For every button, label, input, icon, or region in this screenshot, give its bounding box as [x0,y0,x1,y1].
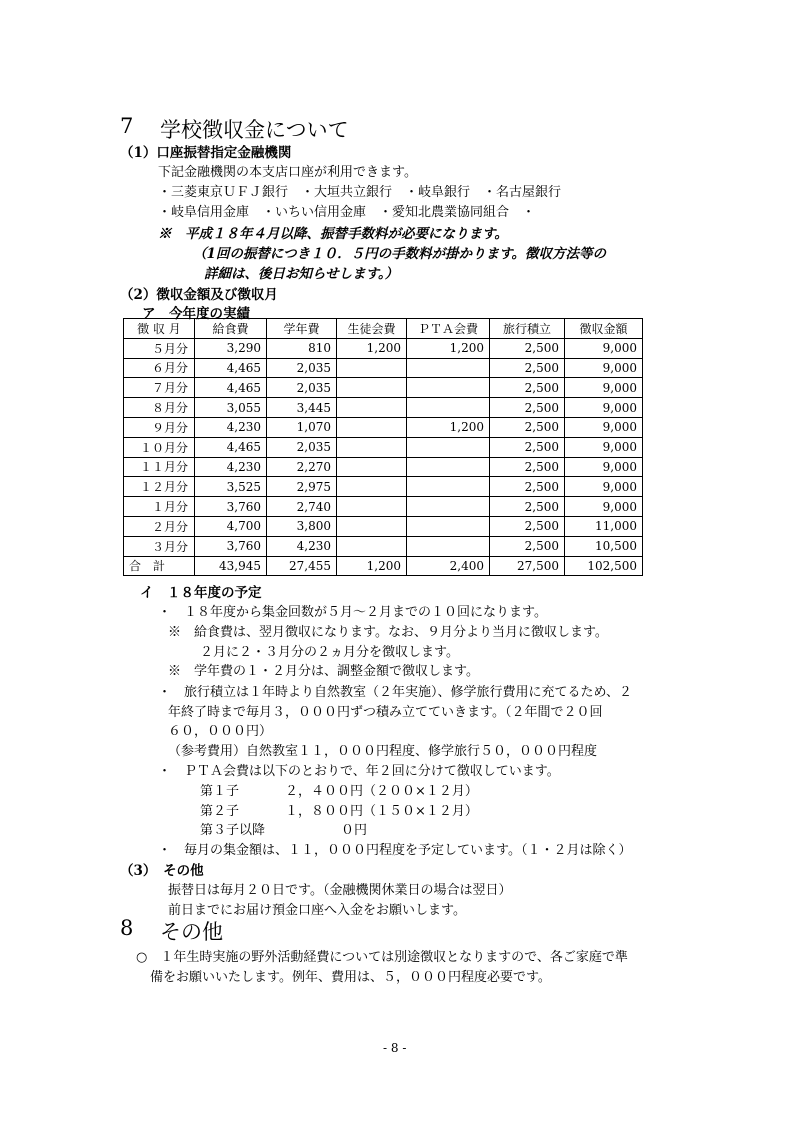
fee-notice-detail-1: （1回の振替につき１０．５円の手数料が掛かります。徴収方法等の [193,246,607,262]
cell-grade: 4,230 [267,536,337,556]
total-lunch: 43,945 [195,556,267,576]
table-row [124,358,643,378]
cell-month: ９月分 [124,417,195,437]
plan-line-4: ※ 学年費の１・２月分は、調整金額で徴収します。 [168,664,479,679]
pta-child-3-label: 第３子以降 [200,823,266,838]
cell-amount: 9,000 [565,378,643,398]
cell-student-council [337,417,407,437]
cell-pta [407,378,490,398]
cell-month: １１月分 [124,457,195,477]
cell-lunch: 3,525 [195,477,267,497]
cell-pta: 1,200 [407,338,490,358]
cell-student-council [337,437,407,457]
cell-month: １月分 [124,497,195,517]
cell-pta: 1,200 [407,417,490,437]
pta-child-2-label: 第２子 [200,804,240,819]
cell-grade: 3,445 [267,398,337,418]
pta-child-1-label: 第１子 [200,784,240,799]
cell-pta [407,497,490,517]
cell-travel: 2,500 [490,516,565,536]
col-header-month: 徴 収 月 [124,319,195,339]
cell-pta [407,437,490,457]
cell-grade: 2,035 [267,437,337,457]
subsection-1-heading: （1）口座振替指定金融機関 [120,145,292,161]
col-header-student-council: 生徒会費 [337,319,407,339]
plan-line-9: ・ ＰＴＡ会費は以下のとおりで、年２回に分けて徴収しています。 [158,764,560,779]
cell-student-council [337,536,407,556]
cell-lunch: 4,230 [195,417,267,437]
cell-pta [407,516,490,536]
outdoor-cost-line-2: 備をお願いいたします。例年、費用は、５，０００円程度必要です。 [150,970,551,985]
cell-student-council: 1,200 [337,338,407,358]
cell-amount: 9,000 [565,497,643,517]
table-row [124,457,643,477]
cell-student-council [337,398,407,418]
cell-month: １０月分 [124,437,195,457]
table-row [124,338,643,358]
cell-month: ３月分 [124,536,195,556]
cell-travel: 2,500 [490,497,565,517]
cell-student-council [337,457,407,477]
cell-pta [407,457,490,477]
col-header-total: 徴収金額 [565,319,643,339]
cell-travel: 2,500 [490,417,565,437]
cell-travel: 2,500 [490,477,565,497]
total-pta: 2,400 [407,556,490,576]
total-amount: 102,500 [565,556,643,576]
cell-lunch: 4,230 [195,457,267,477]
table-row [124,536,643,556]
cell-grade: 1,070 [267,417,337,437]
bank-intro: 下記金融機関の本支店口座が利用できます。 [158,165,417,180]
cell-amount: 9,000 [565,457,643,477]
cell-amount: 9,000 [565,477,643,497]
table-row [124,516,643,536]
fee-notice: ※ 平成１８年４月以降、振替手数料が必要になります。 [158,226,508,242]
col-header-grade: 学年費 [267,319,337,339]
next-year-heading: イ １８年度の予定 [140,585,262,601]
plan-line-2: ※ 給食費は、翌月徴収になります。なお、９月分より当月に徴収します。 [168,625,608,640]
plan-line-10: ・ 毎月の集金額は、１１，０００円程度を予定しています。（１・２月は除く） [158,843,632,858]
cell-student-council [337,497,407,517]
cell-month: １２月分 [124,477,195,497]
total-travel: 27,500 [490,556,565,576]
total-student-council: 1,200 [337,556,407,576]
cell-month: ７月分 [124,378,195,398]
cell-pta [407,358,490,378]
cell-month: ５月分 [124,338,195,358]
pta-child-1-value: ２，４００円（２００×１２月） [285,784,478,799]
cell-lunch: 3,290 [195,338,267,358]
cell-travel: 2,500 [490,358,565,378]
cell-pta [407,398,490,418]
plan-line-5: ・ 旅行積立は１年時より自然教室（２年実施）、修学旅行費用に充てるため、２ [158,685,632,700]
cell-grade: 2,035 [267,358,337,378]
section-8-title: その他 [160,920,223,944]
cell-travel: 2,500 [490,338,565,358]
cell-amount: 11,000 [565,516,643,536]
cell-lunch: 3,760 [195,536,267,556]
cell-amount: 9,000 [565,398,643,418]
col-header-travel: 旅行積立 [490,319,565,339]
cell-grade: 2,270 [267,457,337,477]
section-8-number: 8 [120,916,134,940]
pta-child-3-value: ０円 [341,823,368,838]
cell-student-council [337,358,407,378]
cell-grade: 3,800 [267,516,337,536]
cell-amount: 9,000 [565,417,643,437]
fee-table [123,318,643,576]
cell-month: ２月分 [124,516,195,536]
cell-amount: 9,000 [565,358,643,378]
cell-travel: 2,500 [490,457,565,477]
plan-line-3: ２月に２・３月分の２ヵ月分を徴収します。 [200,645,459,660]
cell-lunch: 3,760 [195,497,267,517]
section-7-title: 学校徴収金について [160,118,349,142]
table-row [124,497,643,517]
current-year-heading: ア 今年度の実績 [142,306,250,322]
cell-lunch: 4,465 [195,358,267,378]
cell-grade: 2,035 [267,378,337,398]
cell-lunch: 3,055 [195,398,267,418]
cell-student-council [337,516,407,536]
deposit-request: 前日までにお届け預金口座へ入金をお願いします。 [168,903,466,918]
cell-grade: 810 [267,338,337,358]
cell-pta [407,477,490,497]
cell-grade: 2,740 [267,497,337,517]
table-row [124,398,643,418]
cell-student-council [337,378,407,398]
page-number: - 8 - [383,1041,407,1055]
table-total-row [124,556,643,576]
cell-lunch: 4,700 [195,516,267,536]
table-row [124,417,643,437]
cell-travel: 2,500 [490,398,565,418]
table-row [124,378,643,398]
cell-travel: 2,500 [490,437,565,457]
subsection-3-heading: （3） その他 [120,863,204,879]
cell-amount: 9,000 [565,437,643,457]
bank-list-2: ・岐阜信用金庫 ・いちい信用金庫 ・愛知北農業協同組合 ・ [158,205,536,220]
section-7-number: 7 [120,114,134,138]
plan-line-7: ６０，０００円） [168,724,273,739]
total-label: 合 計 [124,556,195,576]
subsection-2-heading: （2）徴収金額及び徴収月 [120,287,278,303]
bank-list-1: ・三菱東京ＵＦＪ銀行 ・大垣共立銀行 ・岐阜銀行 ・名古屋銀行 [158,185,562,200]
transfer-date: 振替日は毎月２０日です。（金融機関休業日の場合は翌日） [168,883,512,898]
cell-travel: 2,500 [490,378,565,398]
cell-month: ６月分 [124,358,195,378]
outdoor-cost-line-1: ○ １年生時実施の野外活動経費については別途徴収となりますので、各ご家庭で準 [136,950,628,965]
cell-amount: 9,000 [565,338,643,358]
cell-grade: 2,975 [267,477,337,497]
cell-lunch: 4,465 [195,378,267,398]
pta-child-2-value: １，８００円（１５０×１２月） [285,804,478,819]
cell-lunch: 4,465 [195,437,267,457]
cell-student-council [337,477,407,497]
cell-travel: 2,500 [490,536,565,556]
plan-line-6: 年終了時まで毎月３，０００円ずつ積み立てていきます。（２年間で２０回 [168,705,603,720]
total-grade: 27,455 [267,556,337,576]
cell-amount: 10,500 [565,536,643,556]
table-row [124,437,643,457]
table-row [124,477,643,497]
cell-month: ８月分 [124,398,195,418]
col-header-pta: ＰＴＡ会費 [407,319,490,339]
plan-line-8: （参考費用）自然教室１１，０００円程度、修学旅行５０，０００円程度 [168,744,598,759]
fee-notice-detail-2: 詳細は、後日お知らせします。） [204,266,399,282]
cell-pta [407,536,490,556]
plan-line-1: ・ １８年度から集金回数が５月～２月までの１０回になります。 [158,605,547,620]
table-header-row [124,319,643,339]
col-header-lunch: 給食費 [195,319,267,339]
